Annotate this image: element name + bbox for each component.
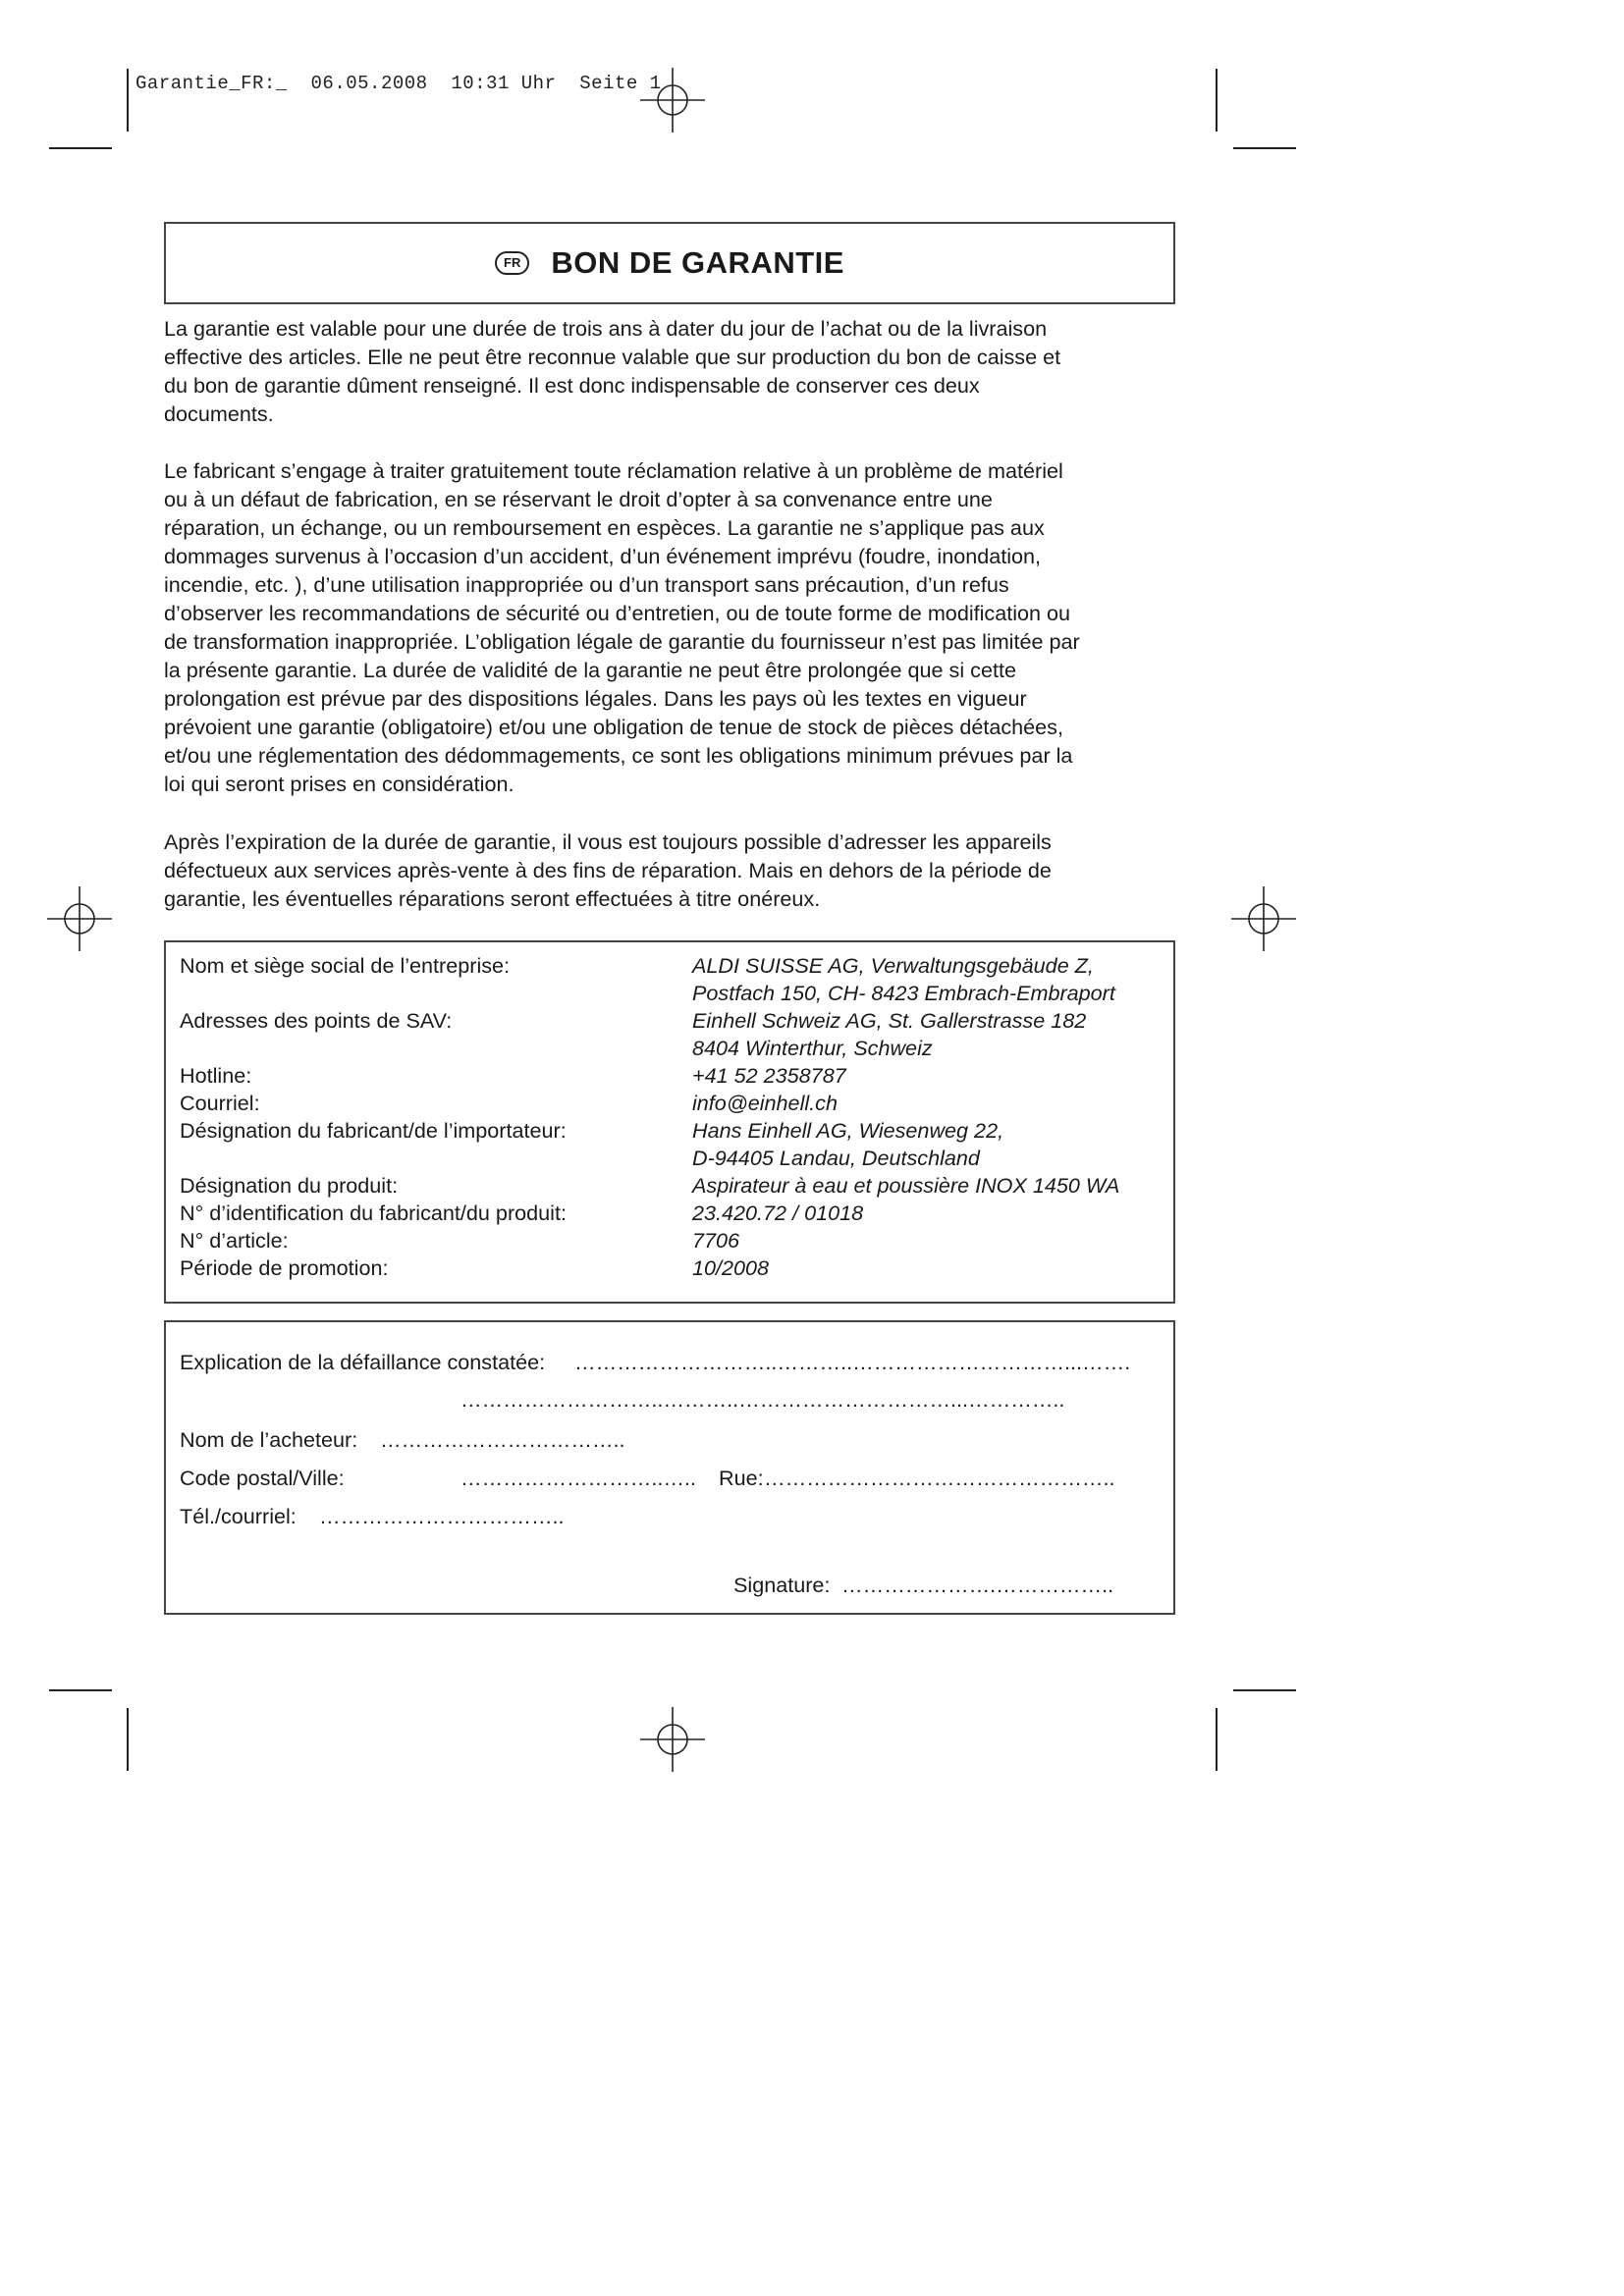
crop-mark [127, 1708, 129, 1771]
buyer-name-label: Nom de l’acheteur: [180, 1427, 358, 1452]
crop-mark [1216, 1708, 1218, 1771]
company-info-box: Nom et siège social de l’entreprise: ALDI SUISSE AG, Verwaltungsgebäude Z, Postfach 150, CH- 8423 Embrach-Embraport Adresses des points de SAV: Einhell Schweiz AG, St. Gallerstrasse 182 8404 Winterthur, Schweiz Hotline: +41 52 2358787 Courriel: info@einhell.ch Désignation du fabricant/de l’importateur: Hans Einhell AG, Wiesenweg 22, D-94405 Landau, Deutschland Désignation du produit: Aspirateur à eau et poussière INOX 1450 WA N° d’identification du fabricant/du produit: 23.420.72 / 01018 N° d’article: 7706 Période de promotion: 10/2008 [164, 940, 1175, 1304]
crop-mark [49, 1689, 112, 1691]
postal-city-label: Code postal/Ville: [180, 1466, 345, 1490]
signature-field[interactable]: ………………….…………….. [841, 1573, 1114, 1597]
paragraph-validity: La garantie est valable pour une durée de trois ans à dater du jour de l’achat ou de la livraison effective des articles. Elle ne peut être reconnue valable que sur production du bon de caisse et du bon de garantie dûment renseigné. Il est donc indispensable de conserver ces deux documents. [164, 316, 1061, 426]
crop-mark [1233, 147, 1296, 149]
registration-mark-icon [1231, 886, 1296, 951]
crop-mark [127, 69, 129, 132]
street-label: Rue: [719, 1466, 764, 1490]
registration-mark-icon [640, 1707, 705, 1772]
paragraph-manufacturer-obligations: Le fabricant s’engage à traiter gratuitement toute réclamation relative à un problème de matériel ou à un défaut de fabrication, en se réservant le droit d’opter à sa convenance entre une réparation, un échange, ou un remboursement en espèces. La garantie ne s’applique pas aux dommages survenus à l’occasion d’un accident, d’un événement imprévu (foudre, inondation, incendie, etc. ), d’une utilisation inappropriée ou d’un transport sans précaution, d’un refus d’observer les recommandations de sécurité ou d’entretien, ou de toute forme de modification ou de transformation inappropriée. L’obligation légale de garantie du fournisseur n’est pas limitée par la présente garantie. La durée de validité de la garantie ne peut être prolongée que si cette prolongation est prévue par des dispositions légales. Dans les pays où les textes en vigueur prévoient une garantie (obligatoire) et/ou une obligation de tenue de stock de pièces détachées, et/ou une réglementation des dédommagements, ce sont les obligations minimum prévues par la loi qui seront prises en considération. [164, 458, 1080, 796]
title-box [164, 222, 1175, 304]
customer-form-box [164, 1320, 1175, 1615]
buyer-name-field[interactable]: …………………………….. [380, 1427, 625, 1452]
document-title: BON DE GARANTIE [551, 245, 844, 280]
registration-mark-icon [640, 68, 705, 133]
defect-field[interactable]: ………………………..………..…………………………...……. [574, 1350, 1131, 1374]
street-field[interactable]: ………………………………………….. [764, 1466, 1115, 1490]
print-slug: Garantie_FR:_ 06.05.2008 10:31 Uhr Seite 1 [135, 73, 662, 94]
crop-mark [1216, 69, 1218, 132]
phone-email-field[interactable]: …………………………….. [319, 1504, 565, 1528]
defect-field-line-2[interactable]: ………………………..………..…………………………...………….. [460, 1387, 1065, 1412]
paragraph-after-expiry: Après l’expiration de la durée de garantie, il vous est toujours possible d’adresser les appareils défectueux aux services après-vente à des fins de réparation. Mais en dehors de la période de garantie, les éventuelles réparations seront effectuées à titre onéreux. [164, 829, 1052, 911]
signature-label: Signature: [733, 1573, 831, 1597]
defect-label: Explication de la défaillance constatée: [180, 1350, 546, 1374]
postal-city-field[interactable]: ………………………..….. [460, 1466, 696, 1490]
phone-email-label: Tél./courriel: [180, 1504, 297, 1528]
registration-mark-icon [47, 886, 112, 951]
crop-mark [49, 147, 112, 149]
language-badge: FR [495, 251, 529, 275]
crop-mark [1233, 1689, 1296, 1691]
